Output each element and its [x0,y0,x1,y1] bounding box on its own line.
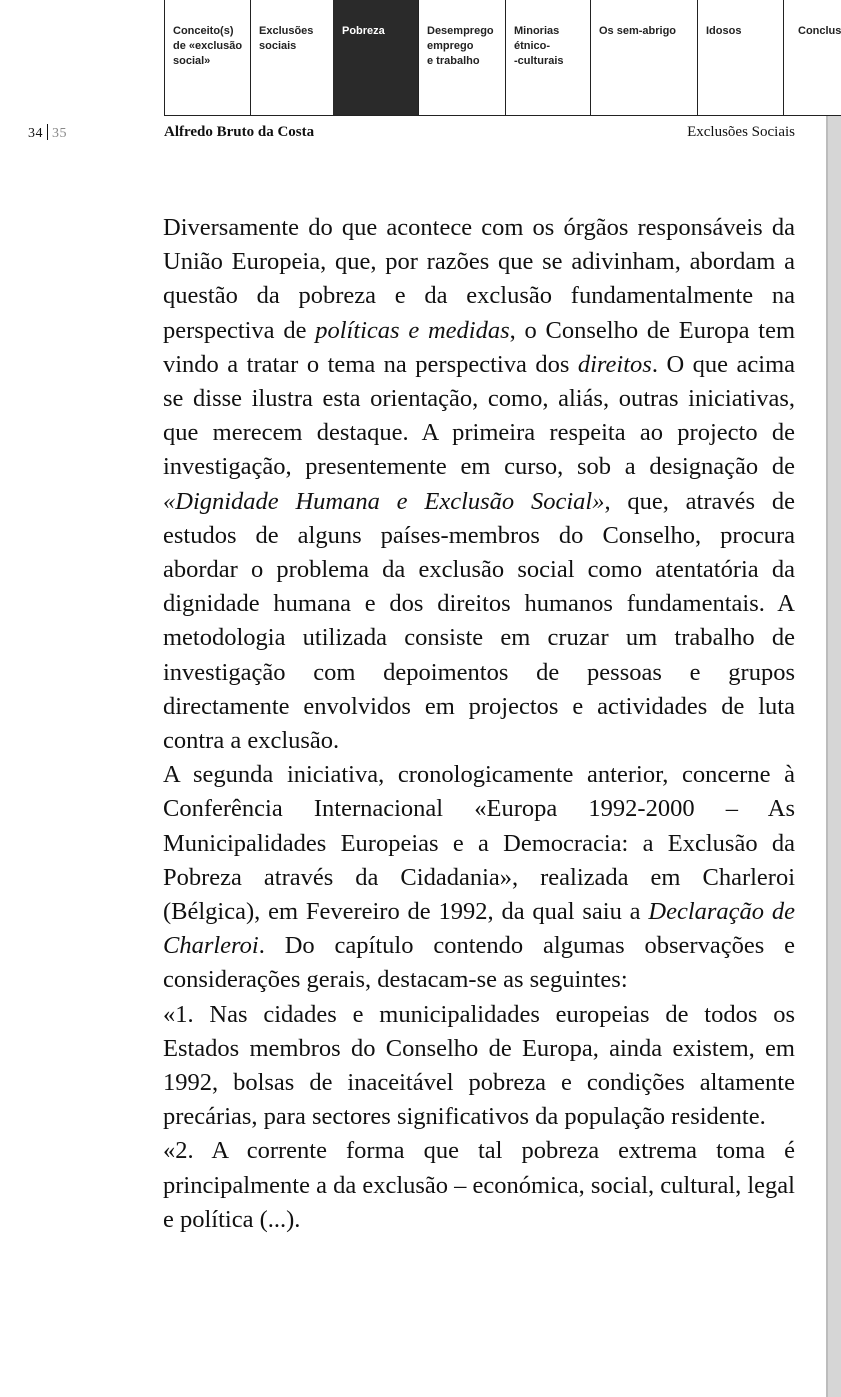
emphasis-politicas-medidas: políticas e medidas [315,316,510,344]
text-run: , que, através de estudos de alguns países-membros do Conselho, procura abordar o problema da exclusão social como atentatória da dignidade humana e dos direitos humanos fundamentais. A metodologia utilizada consiste em cruzar um trabalho de investigação com depoimentos de pessoas e grupos directamente envolvidos em projectos e actividades de luta contra a exclusão. [163,487,795,755]
tab-pobreza[interactable]: Pobreza [333,0,418,116]
paragraph-2 [163,758,795,997]
tab-sem-abrigo[interactable]: Os sem-abrigo [590,0,697,116]
text-run: . O que acima se disse ilustra esta orientação, como, aliás, outras iniciativas, que merecem destaque. A primeira respeita ao projecto de investigação, presentemente em curso, sob a designação de [163,350,795,481]
quote-item-2: «2. A corrente forma que tal pobreza extrema toma é principalmente a da exclusão – económica, social, cultural, legal e política (...). [163,1137,795,1233]
quote-item-1: «1. Nas cidades e municipalidades europeias de todos os Estados membros do Conselho de Europa, ainda existem, em 1992, bolsas de inaceitável pobreza e condições altamente precárias, para sectores significativos da população residente. [163,1000,795,1131]
emphasis-direitos: direitos [577,350,652,378]
running-header-author: Alfredo Bruto da Costa [164,124,315,140]
page-number-left: 34 [28,126,43,141]
text-run: . Do capítulo contendo algumas observações e considerações gerais, destacam-se as seguintes: [163,932,795,994]
body-text [163,211,795,1237]
text-run: A segunda iniciativa, cronologicamente anterior, concerne à Conferência Internacional «Europa 1992-2000 – As Municipalidades Europeias e a Democracia: a Exclusão da Pobreza através da Cidadania», realizada em Charleroi (Bélgica), em Fevereiro de 1992, da qual saiu a [163,761,795,926]
tab-idosos[interactable]: Idosos [697,0,783,116]
text-run: Diversamente do que acontece com os órgãos responsáveis da União Europeia, que, por razões que se adivinham, abordam a questão da pobreza e da exclusão fundamentalmente na perspectiva de [163,214,795,344]
paragraph-1 [163,211,795,758]
running-header-title: Exclusões Sociais [687,124,795,140]
tab-conceitos[interactable]: Conceito(s) de «exclusão social» [164,0,250,116]
nav-divider [164,115,841,116]
chapter-nav [164,0,841,116]
tab-conclusao[interactable]: Conclus [783,0,841,116]
tab-desemprego[interactable]: Desemprego emprego e trabalho [418,0,505,116]
text-run: , o Conselho de Europa tem vindo a tratar o tema na perspectiva dos [163,316,796,378]
page-edge [826,116,841,1397]
emphasis-declaracao: Declaração de Charleroi [163,898,795,960]
page-number-divider [47,124,48,140]
page-number-right: 35 [52,126,67,141]
page-numbers [28,124,67,142]
emphasis-project-title: «Dignidade Humana e Exclusão Social» [163,487,605,515]
tab-minorias[interactable]: Minorias étnico- -culturais [505,0,590,116]
tab-exclusoes-sociais[interactable]: Exclusões sociais [250,0,333,116]
